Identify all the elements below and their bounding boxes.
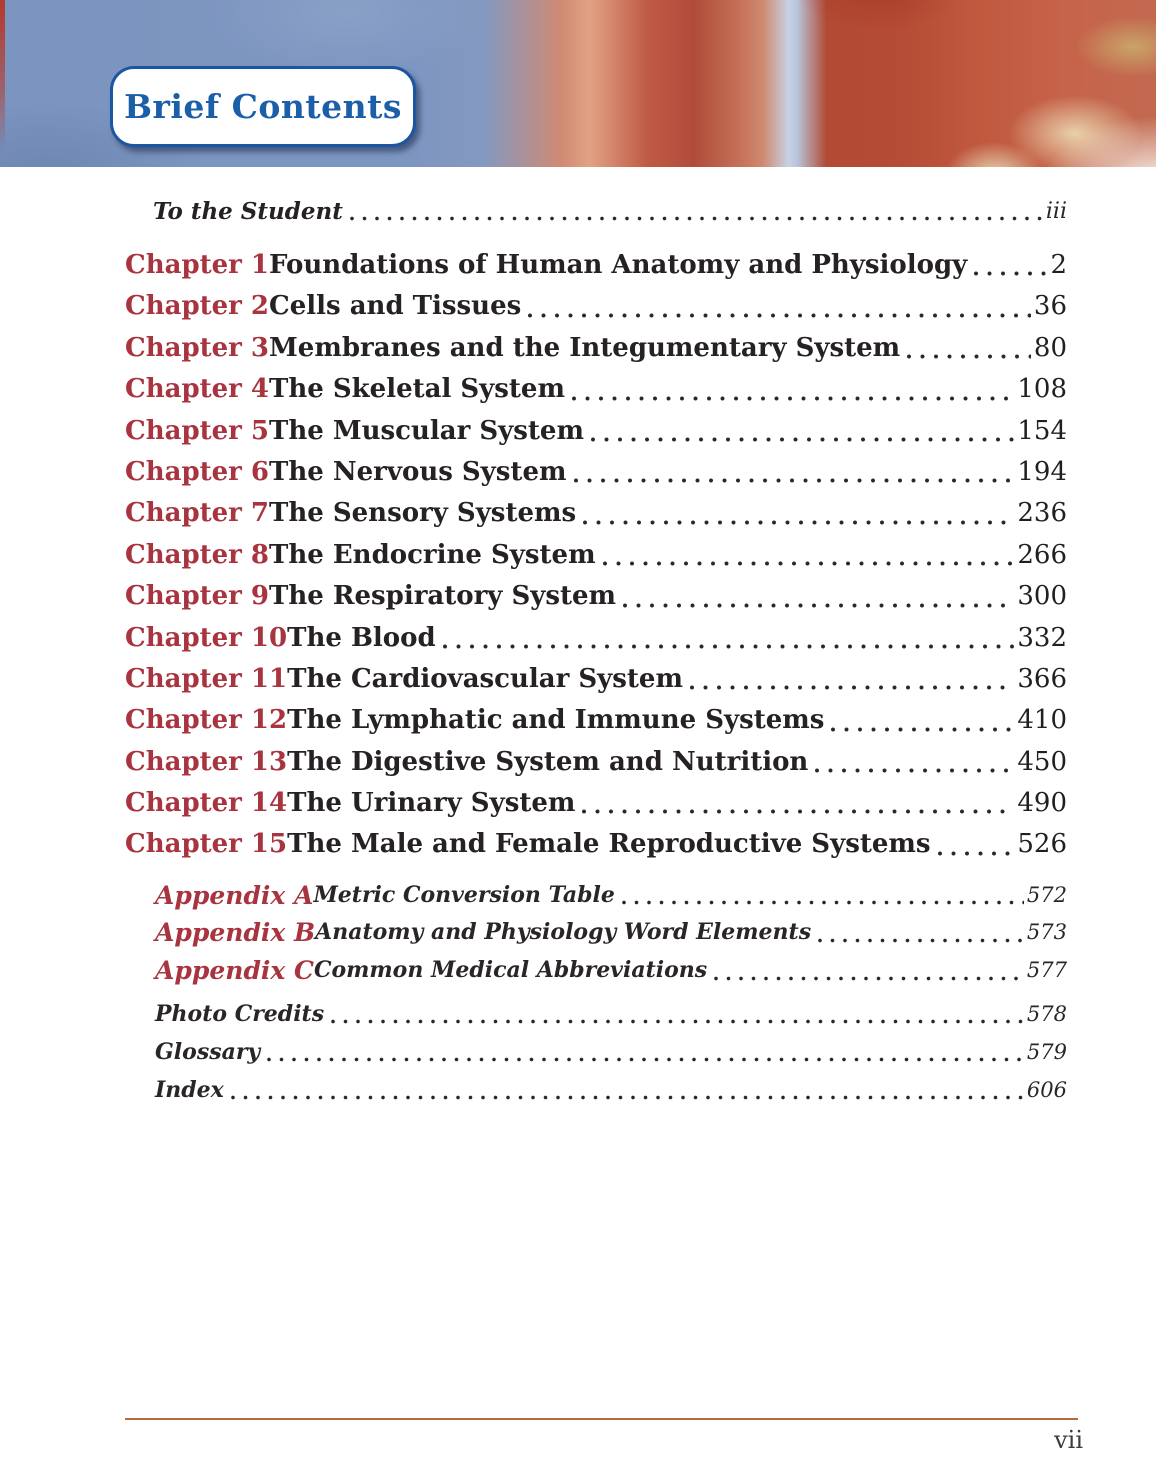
back-matter-list — [125, 995, 1067, 1109]
chapter-label: Chapter 15 — [125, 829, 288, 860]
dot-leader — [567, 452, 1018, 493]
dot-leader — [596, 535, 1018, 576]
appendix-list — [125, 877, 1067, 990]
back-matter-title: Photo Credits — [155, 1000, 325, 1027]
back-matter-page-number: 578 — [1026, 1001, 1067, 1026]
dot-leader — [811, 914, 1027, 952]
chapter-page-number: 366 — [1017, 663, 1067, 694]
dot-leader — [324, 995, 1027, 1033]
toc-entry-chapter — [125, 659, 1067, 700]
chapter-label: Chapter 7 — [125, 498, 270, 529]
appendix-label: Appendix A — [155, 880, 314, 910]
back-matter-title: Index — [155, 1076, 224, 1103]
appendix-page-number: 572 — [1026, 882, 1067, 907]
toc-entry-back-matter — [125, 1033, 1067, 1071]
appendix-page-number: 577 — [1026, 958, 1067, 983]
front-matter-title: To the Student — [153, 198, 343, 225]
toc-entry-chapter — [125, 411, 1067, 452]
chapter-page-number: 36 — [1033, 291, 1067, 322]
chapter-page-number: 526 — [1017, 829, 1067, 860]
dot-leader — [967, 245, 1050, 286]
chapter-title: The Blood — [287, 622, 436, 653]
toc-entry-chapter — [125, 535, 1067, 576]
chapter-label: Chapter 11 — [125, 663, 288, 694]
footer-rule — [125, 1418, 1078, 1420]
dot-leader — [931, 824, 1018, 865]
chapter-page-number: 194 — [1017, 456, 1067, 487]
chapter-title: The Nervous System — [269, 456, 567, 487]
dot-leader — [707, 952, 1027, 990]
chapter-title: The Male and Female Reproductive Systems — [287, 829, 931, 860]
toc-entry-appendix — [125, 952, 1067, 990]
dot-leader — [584, 411, 1017, 452]
toc-entry-back-matter — [125, 995, 1067, 1033]
back-matter-page-number: 606 — [1026, 1077, 1067, 1102]
toc-entry-chapter — [125, 576, 1067, 617]
chapter-label: Chapter 6 — [125, 456, 270, 487]
chapter-title: Membranes and the Integumentary System — [269, 332, 901, 363]
toc-entry-chapter — [125, 286, 1067, 327]
toc-entry-appendix — [125, 914, 1067, 952]
dot-leader — [260, 1033, 1027, 1071]
chapter-page-number: 300 — [1017, 581, 1067, 612]
toc-entry-chapter — [125, 700, 1067, 741]
chapter-page-number: 80 — [1033, 332, 1067, 363]
chapter-label: Chapter 13 — [125, 746, 288, 777]
chapter-label: Chapter 10 — [125, 622, 288, 653]
chapter-page-number: 266 — [1017, 539, 1067, 570]
front-matter-page-number: iii — [1045, 199, 1067, 224]
chapter-page-number: 410 — [1017, 705, 1067, 736]
toc-entry-appendix — [125, 877, 1067, 915]
chapter-label: Chapter 8 — [125, 539, 270, 570]
appendix-title: Metric Conversion Table — [313, 881, 615, 908]
chapter-page-number: 154 — [1017, 415, 1067, 446]
chapter-page-number: 490 — [1017, 788, 1067, 819]
chapter-title: The Muscular System — [269, 415, 584, 446]
page-title: Brief Contents — [124, 87, 402, 126]
chapter-label: Chapter 12 — [125, 705, 288, 736]
chapter-page-number: 236 — [1017, 498, 1067, 529]
page-number-folio: vii — [1054, 1426, 1083, 1454]
chapter-page-number: 108 — [1017, 374, 1067, 405]
chapter-page-number: 332 — [1017, 622, 1067, 653]
chapter-title: Cells and Tissues — [269, 291, 522, 322]
chapter-label: Chapter 3 — [125, 332, 270, 363]
chapter-title: The Sensory Systems — [269, 498, 577, 529]
dot-leader — [576, 493, 1017, 534]
chapter-title: The Cardiovascular System — [287, 663, 683, 694]
banner-image — [0, 0, 1156, 167]
toc-entry-chapter — [125, 824, 1067, 865]
toc-entry-chapter — [125, 245, 1067, 286]
dot-leader — [575, 783, 1017, 824]
dot-leader — [565, 369, 1017, 410]
appendix-page-number: 573 — [1026, 920, 1067, 945]
back-matter-title: Glossary — [155, 1038, 261, 1065]
toc-entry-chapter — [125, 328, 1067, 369]
chapter-page-number: 2 — [1050, 250, 1067, 280]
chapter-label: Chapter 4 — [125, 374, 270, 405]
chapter-title: The Endocrine System — [269, 539, 596, 570]
chapter-page-number: 450 — [1017, 746, 1067, 777]
appendix-label: Appendix B — [155, 918, 316, 948]
chapter-title: The Skeletal System — [269, 374, 565, 405]
chapter-title: The Urinary System — [287, 788, 576, 819]
toc-entry-chapter — [125, 783, 1067, 824]
toc-entry-back-matter — [125, 1071, 1067, 1109]
toc-entry-chapter — [125, 452, 1067, 493]
chapter-title: The Digestive System and Nutrition — [287, 746, 809, 777]
page-title-box — [110, 66, 416, 147]
back-matter-page-number: 579 — [1026, 1039, 1067, 1064]
dot-leader — [343, 196, 1046, 228]
dot-leader — [900, 328, 1034, 369]
table-of-contents — [125, 196, 1067, 1109]
chapter-label: Chapter 9 — [125, 581, 270, 612]
chapter-title: The Lymphatic and Immune Systems — [287, 705, 825, 736]
dot-leader — [808, 742, 1017, 783]
toc-entry-front-matter — [125, 196, 1067, 228]
banner-left-red-stripe — [0, 0, 5, 152]
chapter-list — [125, 245, 1067, 866]
chapter-label: Chapter 1 — [125, 250, 270, 280]
chapter-label: Chapter 5 — [125, 415, 270, 446]
chapter-label: Chapter 14 — [125, 788, 288, 819]
dot-leader — [683, 659, 1017, 700]
appendix-title: Common Medical Abbreviations — [313, 957, 708, 984]
toc-entry-chapter — [125, 618, 1067, 659]
dot-leader — [224, 1071, 1027, 1109]
chapter-title: The Respiratory System — [269, 581, 617, 612]
appendix-label: Appendix C — [155, 956, 314, 986]
chapter-title: Foundations of Human Anatomy and Physiology — [269, 250, 968, 280]
chapter-label: Chapter 2 — [125, 291, 270, 322]
toc-entry-chapter — [125, 493, 1067, 534]
toc-entry-chapter — [125, 369, 1067, 410]
appendix-title: Anatomy and Physiology Word Elements — [315, 919, 812, 946]
dot-leader — [521, 286, 1034, 327]
toc-entry-chapter — [125, 742, 1067, 783]
dot-leader — [615, 877, 1027, 915]
dot-leader — [616, 576, 1017, 617]
dot-leader — [436, 618, 1018, 659]
dot-leader — [824, 700, 1017, 741]
